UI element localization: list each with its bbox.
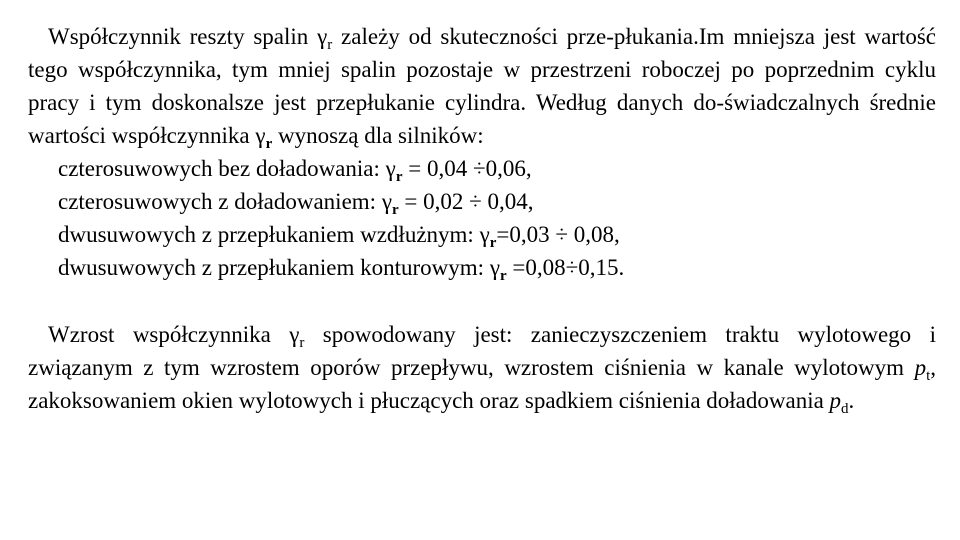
subscript: r: [391, 202, 399, 218]
gamma-symbol: γ: [289, 322, 300, 347]
paragraph-text: zależy od skuteczności prze-płukania.Im mniejsza jest wartość tego współczynnika, tym mniej spalin pozostaje w przestrzeni roboczej po poprzednim cyklu pracy i tym doskonalsze jest przepłukanie cylindra. Według danych do-świadczalnych średnie wartości współczynnika: [28, 24, 936, 148]
pressure-symbol-pd: p: [829, 388, 842, 413]
subscript: r: [327, 37, 333, 53]
paragraph-residual-gas-coefficient: [28, 20, 936, 152]
paragraph-coefficient-increase: [28, 318, 936, 417]
gamma-symbol: γ: [317, 24, 328, 49]
gamma-symbol: γ: [381, 189, 392, 214]
gamma-symbol: γ: [255, 123, 266, 148]
paragraph-text: Współczynnik reszty spalin: [48, 24, 318, 49]
subscript: r: [499, 268, 507, 284]
paragraph-text: .: [848, 388, 855, 413]
gamma-symbol: γ: [479, 222, 490, 247]
list-item-value: = 0,02 ÷ 0,04,: [398, 189, 534, 214]
list-item-label: czterosuwowych z doładowaniem:: [58, 189, 382, 214]
list-item: [58, 218, 936, 251]
paragraph-text: , zakoksowaniem okien wylotowych i płuczących oraz spadkiem ciśnienia doładowania: [28, 355, 936, 413]
list-item-value: =0,08÷0,15.: [506, 255, 625, 280]
engine-values-list: [28, 152, 936, 284]
paragraph-spacer: [28, 284, 936, 318]
list-item: [58, 251, 936, 284]
subscript: t: [926, 368, 931, 384]
gamma-symbol: γ: [489, 255, 500, 280]
list-item-value: =0,03 ÷ 0,08,: [496, 222, 620, 247]
list-item-value: = 0,04 ÷0,06,: [402, 156, 532, 181]
paragraph-text: Wzrost współczynnika: [48, 322, 290, 347]
paragraph-text: spowodowany jest: zanieczyszczeniem traktu wylotowego i związanym z tym wzrostem oporów przepływu, wzrostem ciśnienia w kanale wylotowym: [28, 322, 936, 380]
list-item: [58, 185, 936, 218]
list-item-label: czterosuwowych bez doładowania:: [58, 156, 386, 181]
paragraph-text: wynoszą dla silników:: [272, 123, 484, 148]
gamma-symbol: γ: [385, 156, 396, 181]
document-page: [28, 20, 936, 417]
subscript: r: [395, 169, 403, 185]
list-item: [58, 152, 936, 185]
subscript: r: [489, 235, 497, 251]
pressure-symbol-pt: p: [914, 355, 927, 380]
list-item-label: dwusuwowych z przepłukaniem konturowym:: [58, 255, 490, 280]
subscript: r: [299, 335, 305, 351]
subscript: d: [841, 401, 849, 417]
list-item-label: dwusuwowych z przepłukaniem wzdłużnym:: [58, 222, 480, 247]
subscript: r: [265, 136, 273, 152]
